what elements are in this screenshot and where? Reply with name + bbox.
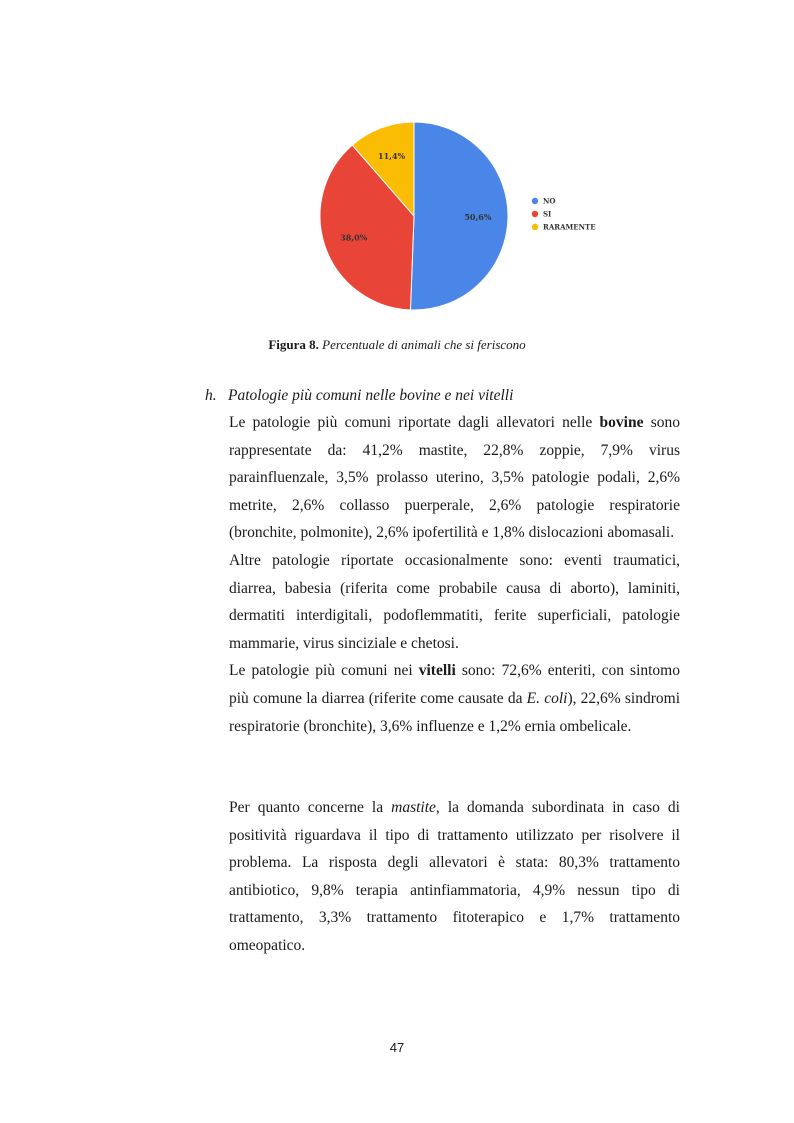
text-run: , la domanda subordinata in caso di positività riguardava il tipo di trattamento utilizzato per risolvere il problema. La risposta degli allevatori è stata: 80,3% trattamento antibiotico, 9,8% terapia antinfiammatoria, 4,9% nessun tipo di trattamento, 3,3% trattamento fitoterapico e 1,7% trattamento omeopatico. <box>229 799 680 954</box>
legend-label: RARAMENTE <box>543 222 596 232</box>
text-run: sono rappresentate da: 41,2% mastite, 22,8% zoppie, 7,9% virus parainfluenzale, 3,5% prolasso uterino, 3,5% patologie podali, 2,6% metrite, 2,6% collasso puerperale, 2,6% patologie respiratorie (bronchite, polmonite), 2,6% ipofertilità e 1,8% dislocazioni abomasali. <box>229 414 680 542</box>
legend-marker <box>532 224 538 230</box>
text-run: Per quanto concerne la <box>229 799 392 816</box>
paragraph-calves <box>229 657 680 740</box>
italic-term: mastite <box>391 799 436 816</box>
figure-caption <box>0 336 794 354</box>
paragraph-other-pathologies: Altre patologie riportate occasionalmente sono: eventi traumatici, diarrea, babesia (riferita come probabile causa di aborto), laminiti, dermatiti interdigitali, podoflemmatiti, ferite superficiali, patologie mammarie, virus sinciziale e chetosi. <box>229 551 680 652</box>
body-text-block <box>229 409 680 740</box>
text-run: ), 22,6% sindromi respiratorie (bronchite), 3,6% influenze e 1,2% ernia ombelicale. <box>229 689 681 735</box>
section-heading <box>205 385 513 407</box>
caption-text: Percentuale di animali che si feriscono <box>322 337 526 352</box>
legend-label: SI <box>543 209 552 219</box>
pie-data-label: 38,0% <box>340 232 368 243</box>
pie-chart-figure <box>290 110 620 320</box>
text-run: Le patologie più comuni riportate dagli allevatori nelle <box>229 414 600 431</box>
bold-term: bovine <box>599 414 644 431</box>
legend-label: NO <box>543 196 556 206</box>
legend-marker <box>532 211 538 217</box>
italic-term: E. coli <box>526 689 568 707</box>
paragraph-mastitis <box>229 794 680 960</box>
paragraph-bovine <box>229 409 680 547</box>
caption-label: Figura 8. <box>268 337 319 352</box>
section-title: Patologie più comuni nelle bovine e nei vitelli <box>228 387 514 404</box>
legend-marker <box>532 198 538 204</box>
pie-data-label: 11,4% <box>378 151 406 162</box>
pie-slice-no <box>410 122 508 310</box>
pie-chart <box>290 110 620 320</box>
text-run: Le patologie più comuni nei <box>229 662 419 680</box>
pie-data-label: 50,6% <box>464 212 492 223</box>
text-run: sono: 72,6% enteriti, con sintomo più comune la diarrea (riferite come causate da <box>229 662 680 707</box>
page-number: 47 <box>389 1040 405 1055</box>
body-text-block-mastitis <box>229 794 680 960</box>
section-letter: h. <box>205 387 217 404</box>
bold-term: vitelli <box>418 662 456 680</box>
